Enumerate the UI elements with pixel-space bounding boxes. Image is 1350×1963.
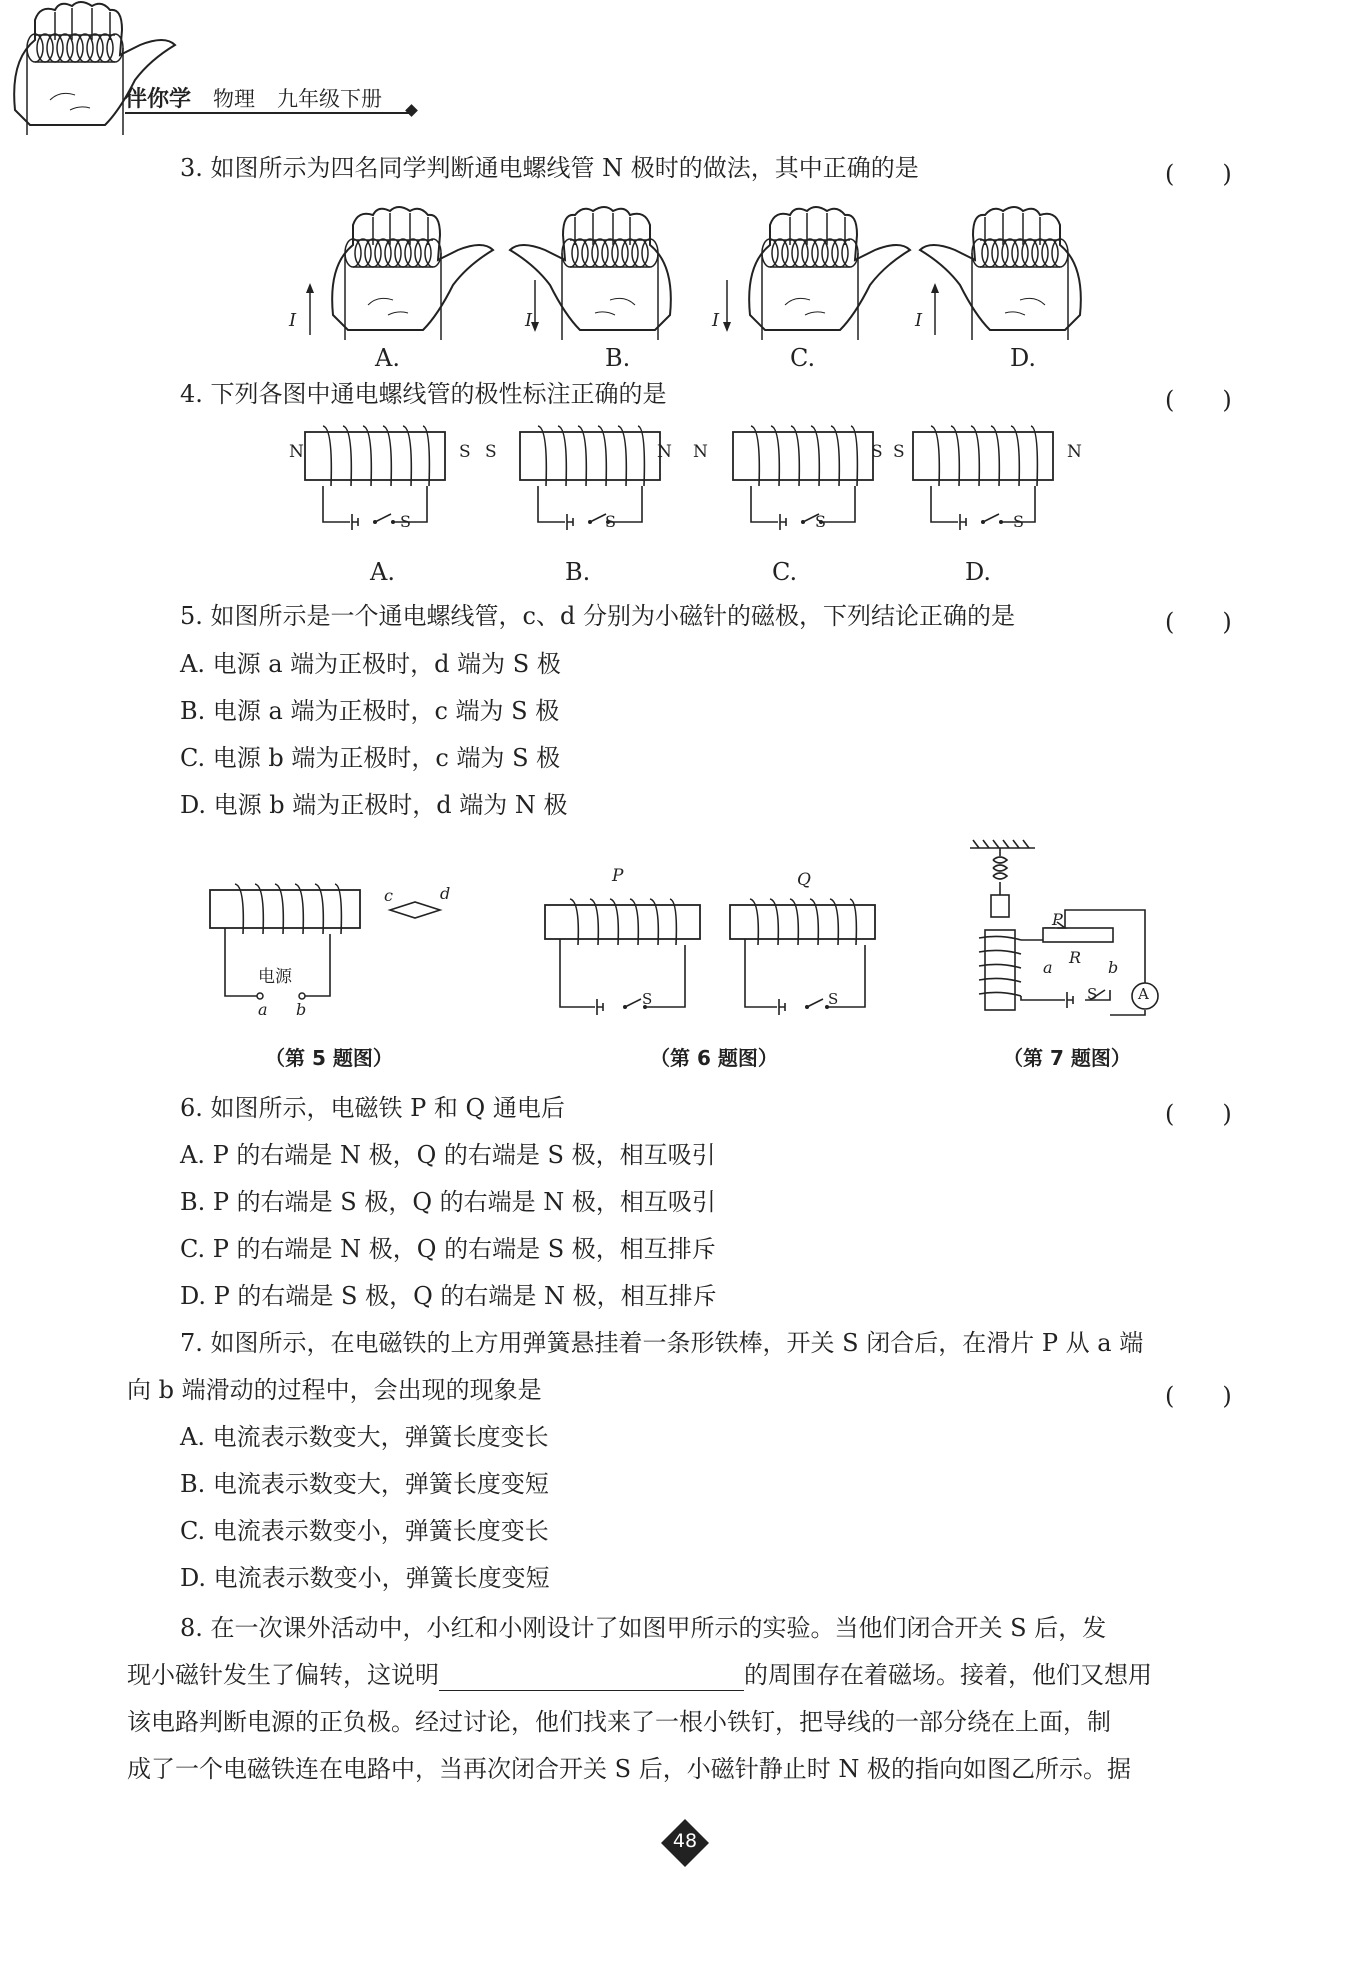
q4-c-right-pole: S bbox=[871, 442, 883, 462]
q3-fig-d bbox=[935, 205, 1095, 345]
q6-choice-c: C. P 的右端是 N 极，Q 的右端是 S 极，相互排斥 bbox=[180, 1235, 716, 1263]
q4-a-right-pole: S bbox=[459, 442, 471, 462]
subject-label: 物理 bbox=[213, 87, 256, 111]
q4-option-c: C. bbox=[772, 558, 798, 586]
fig6-switch-label-left: S bbox=[642, 990, 653, 1008]
q4-fig-c bbox=[733, 432, 883, 542]
q7-answer-paren: ( ) bbox=[1165, 1382, 1232, 1410]
q3-current-label-b: I bbox=[525, 310, 533, 331]
fig6-switch-label-right: S bbox=[828, 990, 839, 1008]
q8-line1: 8. 在一次课外活动中，小红和小刚设计了如图甲所示的实验。当他们闭合开关 S 后，发 bbox=[180, 1614, 1107, 1642]
fig7-caption: （第 7 题图） bbox=[1003, 1046, 1131, 1070]
q5-choice-a: A. 电源 a 端为正极时，d 端为 S 极 bbox=[180, 650, 561, 678]
q6-answer-paren: ( ) bbox=[1165, 1100, 1232, 1128]
q4-c-left-pole: N bbox=[693, 442, 708, 462]
q4-d-switch-label: S bbox=[1013, 512, 1024, 531]
fig7-diagram bbox=[965, 840, 1165, 1040]
hand-solenoid-icon bbox=[14, 2, 175, 135]
q7-stem-line1: 7. 如图所示，在电磁铁的上方用弹簧悬挂着一条形铁棒，开关 S 闭合后，在滑片 P 从 a 端 bbox=[180, 1329, 1144, 1357]
q4-fig-a bbox=[305, 432, 455, 542]
fig5-c-label: c bbox=[384, 886, 393, 905]
q8-line4: 成了一个电磁铁连在电路中，当再次闭合开关 S 后，小磁针静止时 N 极的指向如图乙所示。据 bbox=[127, 1755, 1131, 1783]
fig6-caption: （第 6 题图） bbox=[650, 1046, 778, 1070]
fig5-diagram bbox=[210, 870, 470, 1030]
q4-stem: 4. 下列各图中通电螺线管的极性标注正确的是 bbox=[180, 380, 667, 408]
q6-stem: 6. 如图所示，电磁铁 P 和 Q 通电后 bbox=[180, 1094, 565, 1122]
q4-fig-d bbox=[913, 432, 1063, 542]
q4-c-switch-label: S bbox=[815, 512, 826, 531]
q7-stem-line2: 向 b 端滑动的过程中，会出现的现象是 bbox=[127, 1376, 542, 1404]
q3-option-a: A. bbox=[375, 344, 400, 372]
q6-choice-b: B. P 的右端是 S 极，Q 的右端是 N 极，相互吸引 bbox=[180, 1188, 716, 1216]
q4-fig-b bbox=[520, 432, 670, 542]
q3-fig-a bbox=[318, 205, 478, 345]
q5-choice-b: B. 电源 a 端为正极时，c 端为 S 极 bbox=[180, 697, 560, 725]
q4-option-b: B. bbox=[565, 558, 591, 586]
q4-option-a: A. bbox=[370, 558, 395, 586]
q8-line3: 该电路判断电源的正负极。经过讨论，他们找来了一根小铁钉，把导线的一部分绕在上面，制 bbox=[127, 1708, 1111, 1736]
q6-choice-a: A. P 的右端是 N 极，Q 的右端是 S 极，相互吸引 bbox=[180, 1141, 716, 1169]
q4-option-d: D. bbox=[965, 558, 992, 586]
q5-choice-d: D. 电源 b 端为正极时，d 端为 N 极 bbox=[180, 791, 568, 819]
q4-d-left-pole: S bbox=[893, 442, 905, 462]
fig7-r-label: R bbox=[1069, 948, 1082, 967]
grade-label: 九年级下册 bbox=[277, 87, 383, 111]
q4-answer-paren: ( ) bbox=[1165, 386, 1232, 414]
fig5-a-label: a bbox=[258, 1000, 268, 1019]
q3-answer-paren: ( ) bbox=[1165, 160, 1232, 188]
q3-current-label-a: I bbox=[289, 310, 297, 331]
q8-line2-suffix: 的周围存在着磁场。接着，他们又想用 bbox=[744, 1661, 1152, 1689]
q3-option-d: D. bbox=[1010, 344, 1037, 372]
q7-choice-a: A. 电流表示数变大，弹簧长度变长 bbox=[180, 1423, 549, 1451]
q3-option-c: C. bbox=[790, 344, 816, 372]
q7-choice-d: D. 电流表示数变小，弹簧长度变短 bbox=[180, 1564, 550, 1592]
q3-current-label-d: I bbox=[915, 310, 923, 331]
q4-a-switch-label: S bbox=[400, 512, 411, 531]
fig6-p-label: P bbox=[612, 866, 624, 886]
q4-a-left-pole: N bbox=[289, 442, 304, 462]
brand-title: 伴你学 bbox=[125, 87, 192, 112]
q3-option-b: B. bbox=[605, 344, 631, 372]
fig6-q-label: Q bbox=[797, 870, 811, 890]
fig5-caption: （第 5 题图） bbox=[265, 1046, 393, 1070]
q4-d-right-pole: N bbox=[1067, 442, 1082, 462]
q6-choice-d: D. P 的右端是 S 极，Q 的右端是 N 极，相互排斥 bbox=[180, 1282, 717, 1310]
q8-line2-prefix: 现小磁针发生了偏转，这说明 bbox=[127, 1661, 439, 1689]
fig5-b-label: b bbox=[296, 1000, 307, 1019]
q7-choice-b: B. 电流表示数变大，弹簧长度变短 bbox=[180, 1470, 549, 1498]
q4-b-left-pole: S bbox=[485, 442, 497, 462]
fig5-power-label: 电源 bbox=[258, 967, 292, 987]
q3-fig-c bbox=[735, 205, 895, 345]
q8-line2 bbox=[127, 1659, 1152, 1691]
q5-answer-paren: ( ) bbox=[1165, 608, 1232, 636]
q3-current-label-c: I bbox=[712, 310, 720, 331]
fig7-switch-label: S bbox=[1087, 985, 1098, 1003]
fig7-p-label: P bbox=[1052, 910, 1063, 929]
fig5-d-label: d bbox=[440, 884, 451, 903]
q3-stem: 3. 如图所示为四名同学判断通电螺线管 N 极时的做法，其中正确的是 bbox=[180, 154, 919, 182]
ammeter-icon: A bbox=[1138, 985, 1149, 1003]
fig7-b-label: b bbox=[1108, 958, 1119, 977]
q7-choice-c: C. 电流表示数变小，弹簧长度变长 bbox=[180, 1517, 549, 1545]
q5-choice-c: C. 电源 b 端为正极时，c 端为 S 极 bbox=[180, 744, 561, 772]
q4-b-switch-label: S bbox=[605, 512, 616, 531]
q5-stem: 5. 如图所示是一个通电螺线管，c、d 分别为小磁针的磁极，下列结论正确的是 bbox=[180, 602, 1015, 630]
q8-answer-blank[interactable] bbox=[439, 1666, 744, 1691]
q4-b-right-pole: N bbox=[657, 442, 672, 462]
q3-fig-b bbox=[525, 205, 685, 345]
fig7-a-label: a bbox=[1043, 958, 1053, 977]
page-number: 48 bbox=[672, 1830, 698, 1852]
